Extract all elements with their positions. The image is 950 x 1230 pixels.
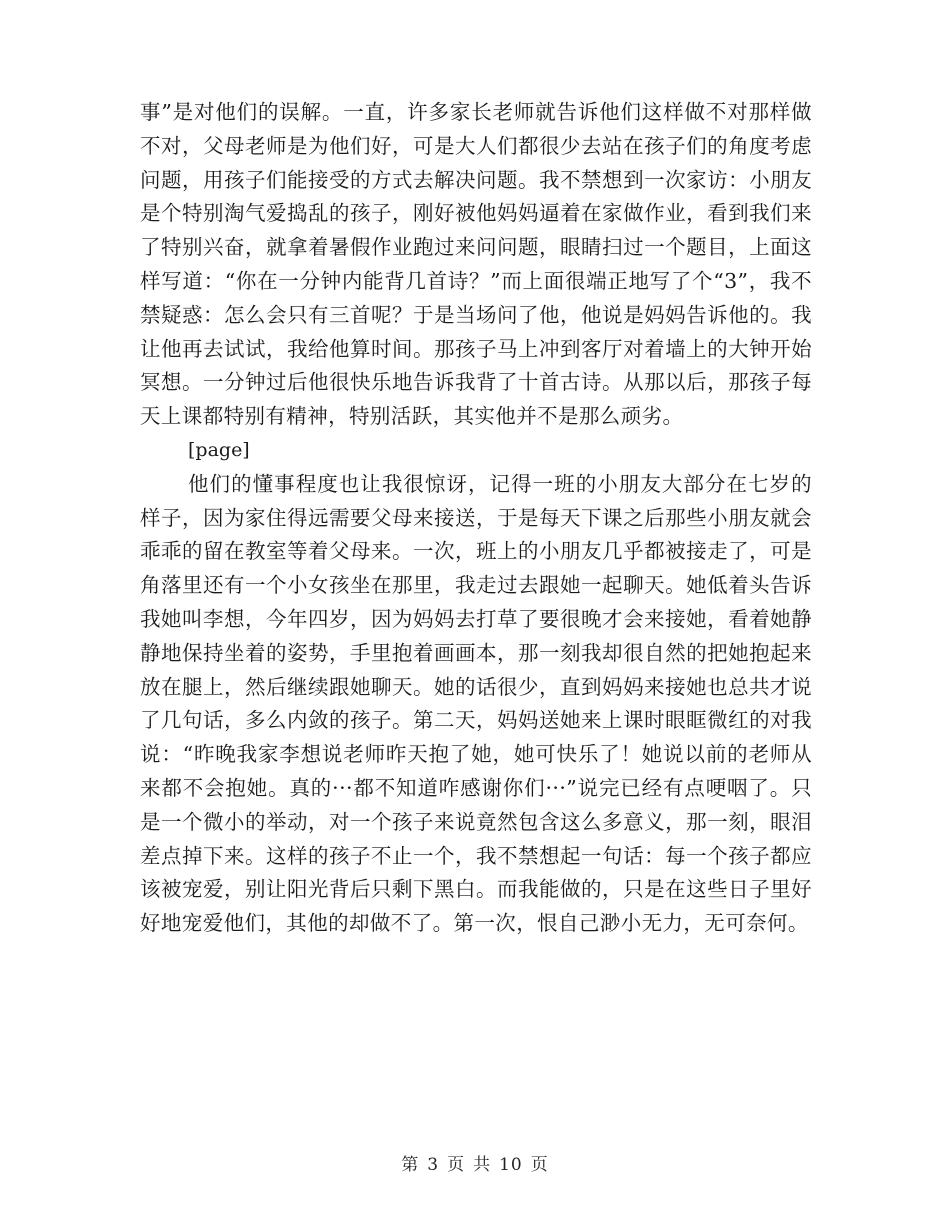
footer-page-label: 页 xyxy=(447,1155,466,1175)
footer-suffix: 页 xyxy=(530,1155,549,1175)
document-body xyxy=(140,96,812,941)
footer-current-page: 3 xyxy=(427,1155,440,1175)
paragraph-continued: 事”是对他们的误解。一直，许多家长老师就告诉他们这样做不对那样做不对，父母老师是为他们好，可是大人们都很少去站在孩子们的角度考虑问题，用孩子们能接受的方式去解决问题。我不禁想到一次家访：小朋友是个特别淘气爱捣乱的孩子，刚好被他妈妈逼着在家做作业，看到我们来了特别兴奋，就拿着暑假作业跑过来问问题，眼睛扫过一个题目，上面这样写道：“你在一分钟内能背几首诗？”而上面很端正地写了个“3”，我不禁疑惑：怎么会只有三首呢？于是当场问了他，他说是妈妈告诉他的。我让他再去试试，我给他算时间。那孩子马上冲到客厅对着墙上的大钟开始冥想。一分钟过后他很快乐地告诉我背了十首古诗。从那以后，那孩子每天上课都特别有精神，特别活跃，其实他并不是那么顽劣。 xyxy=(140,100,812,429)
footer-prefix: 第 xyxy=(401,1155,420,1175)
footer-total-pages: 10 xyxy=(499,1155,523,1175)
paragraph-main: 他们的懂事程度也让我很惊讶，记得一班的小朋友大部分在七岁的样子，因为家住得远需要父母来接送，于是每天下课之后那些小朋友就会乖乖的留在教室等着父母来。一次，班上的小朋友几乎都被接走了，可是角落里还有一个小女孩坐在那里，我走过去跟她一起聊天。她低着头告诉我她叫李想，今年四岁，因为妈妈去打草了要很晚才会来接她，看着她静静地保持坐着的姿势，手里抱着画画本，那一刻我却很自然的把她抱起来放在腿上，然后继续跟她聊天。她的话很少，直到妈妈来接她也总共才说了几句话，多么内敛的孩子。第二天，妈妈送她来上课时眼眶微红的对我说：“昨晚我家李想说老师昨天抱了她，她可快乐了！她说以前的老师从来都不会抱她。真的···都不知道咋感谢你们···”说完已经有点哽咽了。只是一个微小的举动，对一个孩子来说竟然包含这么多意义，那一刻，眼泪差点掉下来。这样的孩子不止一个，我不禁想起一句话：每一个孩子都应该被宠爱，别让阳光背后只剩下黑白。而我能做的，只是在这些日子里好好地宠爱他们，其他的却做不了。第一次，恨自己渺小无力，无可奈何。 xyxy=(140,471,812,936)
page-marker: [page] xyxy=(188,438,250,461)
footer-total-label: 共 xyxy=(473,1155,492,1175)
page-footer xyxy=(0,1154,950,1176)
